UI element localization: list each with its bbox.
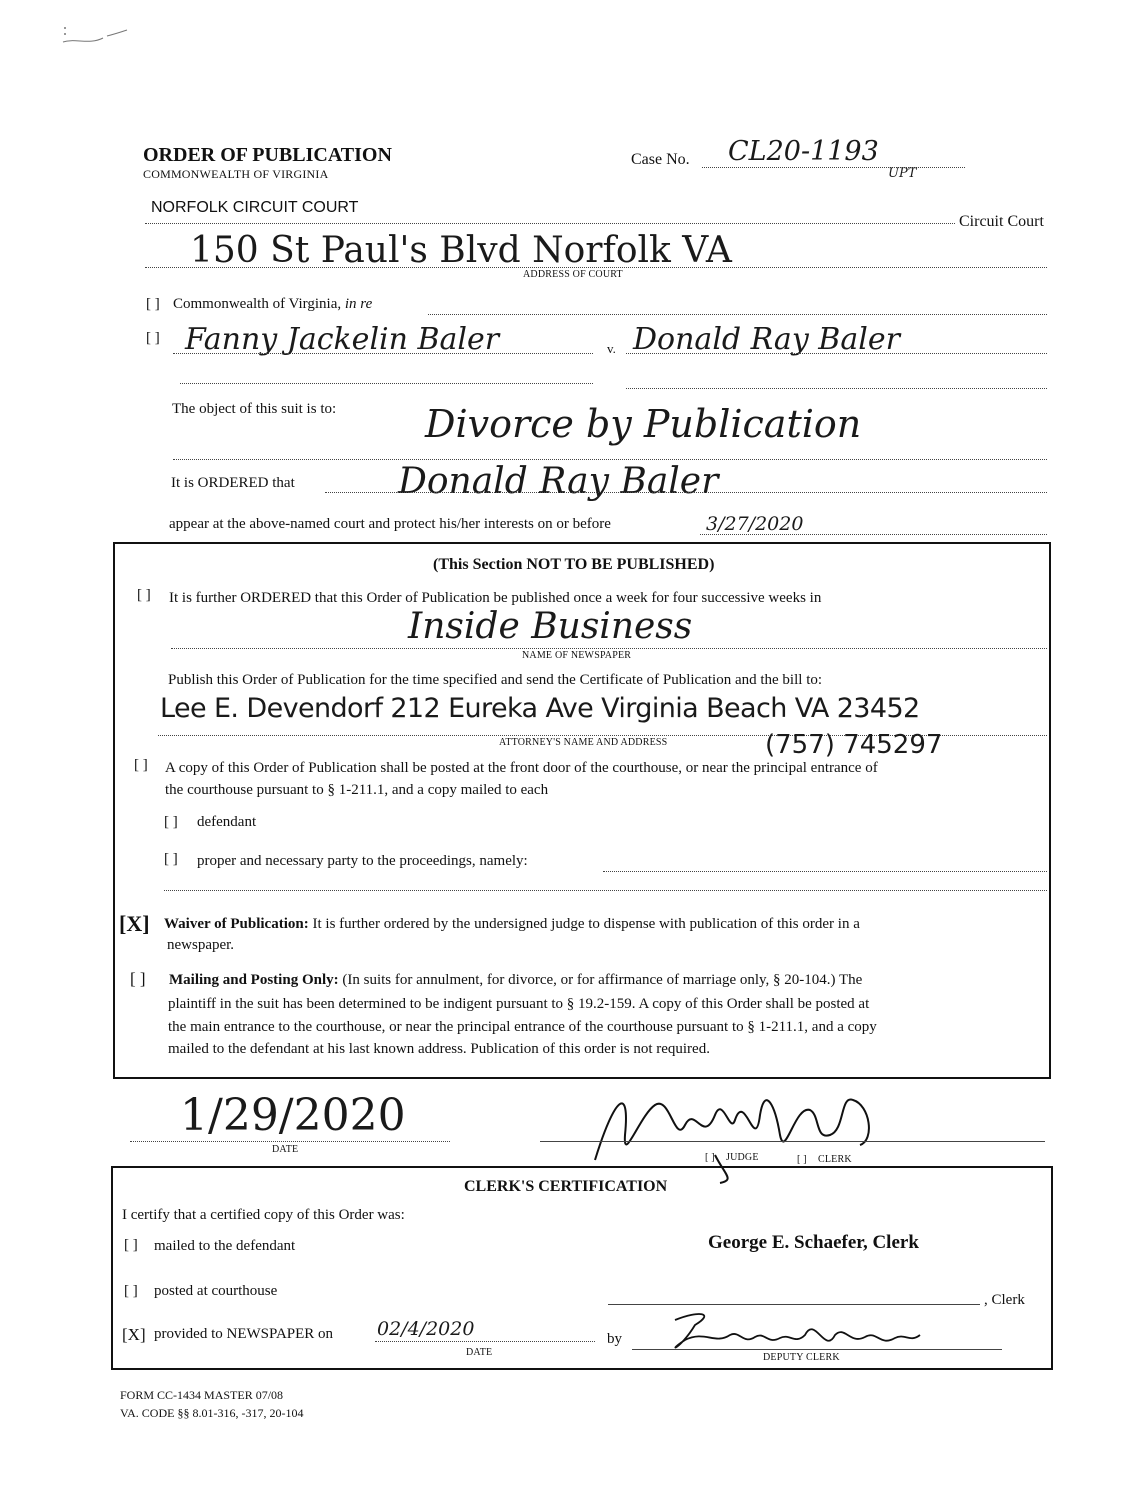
judge-line xyxy=(540,1141,1045,1142)
case-number-line xyxy=(702,167,965,168)
judge-label: JUDGE xyxy=(726,1152,759,1163)
publish-text: Publish this Order of Publication for the time specified and send the Certificate of Publication and the bill to: xyxy=(168,672,823,688)
waiver-text-1: It is further ordered by the undersigned judge to dispense with publication of this order in a xyxy=(312,916,860,932)
object-label: The object of this suit is to: xyxy=(172,401,337,417)
further-text: It is further ORDERED that this Order of Publication be published once a week for four successive weeks in xyxy=(169,590,822,606)
commonwealth-checkbox[interactable]: [ ] xyxy=(146,296,160,312)
mailing-heading: Mailing and Posting Only: xyxy=(169,972,339,988)
case-number-value: CL20-1193 xyxy=(728,136,879,167)
mailing-text-1: (In suits for annulment, for divorce, or for affirmance of marriage only, § 20-104.) The xyxy=(342,972,863,988)
party-line-2b xyxy=(626,388,1047,389)
proper-party-checkbox[interactable]: [ ] xyxy=(164,851,178,867)
object-line xyxy=(173,459,1047,460)
ordered-label: It is ORDERED that xyxy=(171,475,295,491)
provided-checkbox[interactable]: [X] xyxy=(122,1325,146,1344)
defendant-name: Donald Ray Baler xyxy=(633,322,900,357)
case-number-suffix: UPT xyxy=(888,166,917,181)
ordered-value: Donald Ray Baler xyxy=(398,461,719,502)
order-date-line xyxy=(130,1141,450,1142)
clerk-checkbox[interactable]: [ ] xyxy=(797,1154,807,1165)
section-heading: (This Section NOT TO BE PUBLISHED) xyxy=(433,556,715,573)
waiver-line-1 xyxy=(164,916,860,933)
provided-label: provided to NEWSPAPER on xyxy=(154,1326,334,1342)
further-checkbox[interactable]: [ ] xyxy=(137,587,151,603)
provided-date-line xyxy=(375,1341,595,1342)
clerk-suffix: , Clerk xyxy=(984,1292,1025,1308)
party-line-2a xyxy=(180,383,593,384)
waiver-text-2: newspaper. xyxy=(167,937,235,953)
newspaper-line xyxy=(171,648,1047,649)
copy-text-line-2: the courthouse pursuant to § 1-211.1, and a copy mailed to each xyxy=(165,782,549,798)
form-id: FORM CC-1434 MASTER 07/08 xyxy=(120,1388,284,1402)
mailing-text-2: plaintiff in the suit has been determined to be indigent pursuant to § 19.2-159. A copy of this Order shall be posted at xyxy=(168,996,870,1012)
case-number-label: Case No. xyxy=(631,151,690,168)
commonwealth-label xyxy=(173,296,372,313)
object-value: Divorce by Publication xyxy=(425,402,862,446)
form-title: ORDER OF PUBLICATION xyxy=(143,144,392,166)
order-date-label: DATE xyxy=(272,1144,299,1155)
scan-artifact xyxy=(55,20,135,60)
posted-checkbox[interactable]: [ ] xyxy=(124,1283,138,1299)
clerk-label: CLERK xyxy=(818,1154,852,1165)
defendant-option-label: defendant xyxy=(197,814,257,830)
copy-text-line-1: A copy of this Order of Publication shall be posted at the front door of the courthouse, or near the principal entrance of xyxy=(165,760,878,776)
deputy-clerk-line xyxy=(632,1349,1002,1350)
clerk-cert-intro: I certify that a certified copy of this Order was: xyxy=(122,1207,405,1223)
judge-checkbox[interactable]: [ ] xyxy=(705,1152,715,1163)
court-name: NORFOLK CIRCUIT COURT xyxy=(151,199,359,216)
order-date: 1/29/2020 xyxy=(180,1090,406,1141)
party-checkbox[interactable]: [ ] xyxy=(146,330,160,346)
appear-text: appear at the above-named court and protect his/her interests on or before xyxy=(169,516,611,532)
defendant-checkbox[interactable]: [ ] xyxy=(164,814,178,830)
in-re-text: in re xyxy=(344,296,373,312)
attorney-phone: (757) 745297 xyxy=(765,730,943,760)
proper-party-line xyxy=(603,871,1047,872)
versus-label: v. xyxy=(607,341,616,356)
address-line xyxy=(145,267,1047,268)
plaintiff-line xyxy=(173,353,593,354)
mailing-text-4: mailed to the defendant at his last known address. Publication of this order is not required. xyxy=(168,1041,710,1057)
clerk-name: George E. Schaefer, Clerk xyxy=(708,1232,919,1253)
newspaper-label: NAME OF NEWSPAPER xyxy=(522,650,632,661)
waiver-heading: Waiver of Publication: xyxy=(164,916,309,932)
court-line xyxy=(145,223,955,224)
address-label: ADDRESS OF COURT xyxy=(523,269,623,280)
ordered-line xyxy=(325,492,1047,493)
appear-line xyxy=(700,534,1047,535)
mailed-checkbox[interactable]: [ ] xyxy=(124,1237,138,1253)
form-subtitle: COMMONWEALTH OF VIRGINIA xyxy=(143,167,329,181)
by-label: by xyxy=(607,1331,622,1347)
copy-checkbox[interactable]: [ ] xyxy=(134,757,148,773)
defendant-line xyxy=(626,353,1047,354)
waiver-checkbox[interactable]: [X] xyxy=(119,911,150,936)
newspaper-name: Inside Business xyxy=(408,606,693,647)
attorney-address: Lee E. Devendorf 212 Eureka Ave Virginia Beach VA 23452 xyxy=(160,693,920,724)
court-suffix: Circuit Court xyxy=(959,213,1044,230)
mailed-label: mailed to the defendant xyxy=(154,1238,296,1254)
attorney-label: ATTORNEY'S NAME AND ADDRESS xyxy=(499,737,668,748)
clerk-cert-heading: CLERK'S CERTIFICATION xyxy=(464,1178,668,1195)
va-code: VA. CODE §§ 8.01-316, -317, 20-104 xyxy=(120,1406,304,1420)
mailing-text-3: the main entrance to the courthouse, or near the principal entrance of the courthouse pursuant to § 1-211.1, and a copy xyxy=(168,1019,877,1035)
provided-date: 02/4/2020 xyxy=(377,1318,475,1340)
plaintiff-name: Fanny Jackelin Baler xyxy=(185,322,500,357)
mailing-line-1 xyxy=(169,972,862,989)
court-address: 150 St Paul's Blvd Norfolk VA xyxy=(190,230,732,271)
commonwealth-text: Commonwealth of Virginia, xyxy=(173,296,342,312)
deputy-clerk-label: DEPUTY CLERK xyxy=(763,1352,840,1363)
appear-date: 3/27/2020 xyxy=(706,513,804,535)
mailing-checkbox[interactable]: [ ] xyxy=(130,969,146,988)
proper-party-label: proper and necessary party to the proceedings, namely: xyxy=(197,853,528,869)
proper-party-line-2 xyxy=(164,890,1047,891)
posted-label: posted at courthouse xyxy=(154,1283,278,1299)
provided-date-label: DATE xyxy=(466,1347,493,1358)
commonwealth-line xyxy=(428,314,1047,315)
